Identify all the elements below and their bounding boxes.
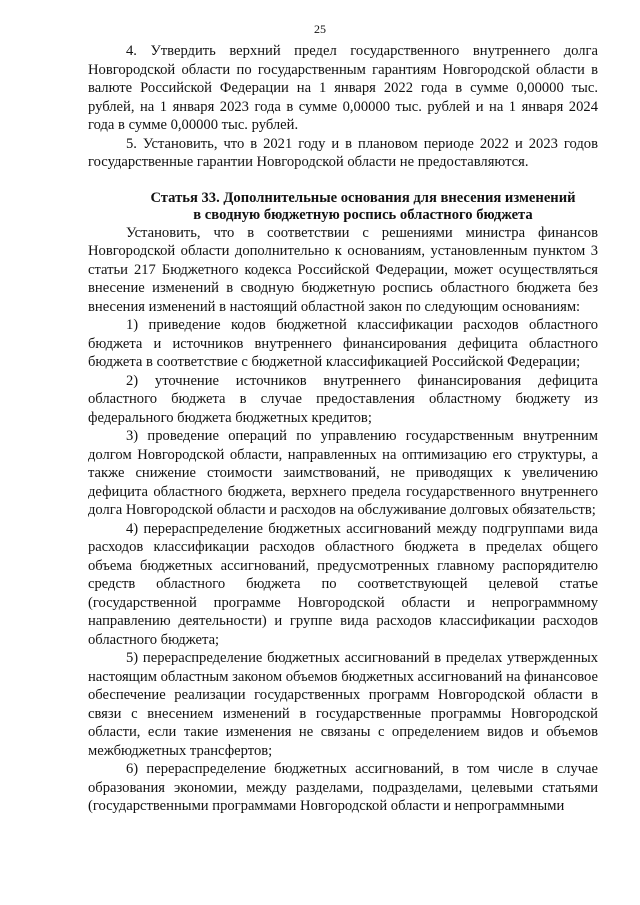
- article-item-6: 6) перераспределение бюджетных ассигнований, в том числе в случае образования экономии, между разделами, подразделами, целевыми статьями (государственными программами Новгородской области и непрограммными: [88, 761, 598, 814]
- article-item-3: 3) проведение операций по управлению государственным внутренним долгом Новгородской области, направленных на оптимизацию его структуры, а также снижение стоимости заимствований, не приводящих к увеличению дефицита областного бюджета, верхнего предела государственного внутреннего долга Новгородской области и расходов на обслуживание долговых обязательств;: [88, 428, 598, 518]
- article-item-5: 5) перераспределение бюджетных ассигнований в пределах утвержденных настоящим областным законом объемов бюджетных ассигнований на финансовое обеспечение реализации государственных программ Новгородской области в связи с внесением изменений в государственные программы Новгородской области, если такие изменения не связаны с определением видов и объемов межбюджетных трансфертов;: [88, 650, 598, 759]
- spacer: [88, 172, 598, 190]
- article-heading-line1: Статья 33. Дополнительные основания для внесения изменений: [150, 189, 576, 206]
- page-number: 25: [314, 22, 326, 36]
- article-item-2: 2) уточнение источников внутреннего финансирования дефицита областного бюджета в случае предоставления областному бюджету из федерального бюджета бюджетных кредитов;: [88, 372, 598, 426]
- paragraph-5: 5. Установить, что в 2021 году и в плановом периоде 2022 и 2023 годов государственные гарантии Новгородской области не предоставляются.: [88, 135, 598, 170]
- article-heading-line2: в сводную бюджетную роспись областного бюджета: [193, 206, 533, 223]
- article-item-4: 4) перераспределение бюджетных ассигнований между подгруппами вида расходов классификации расходов областного бюджета в пределах общего объема бюджетных ассигнований, предусмотренных главному распорядителю средств областного бюджета по соответствующей целевой статье (государственной программе Новгородской области и непрограммному направлению деятельности) и группе вида расходов классификации расходов областного бюджета;: [88, 520, 598, 648]
- article-heading: [88, 190, 598, 224]
- paragraph-4: 4. Утвердить верхний предел государственного внутреннего долга Новгородской области по государственным гарантиям Новгородской области в валюте Российской Федерации на 1 января 2022 года в сумме 0,00000 тыс. рублей, на 1 января 2023 года в сумме 0,00000 тыс. рублей и на 1 января 2024 года в сумме 0,00000 тыс. рублей.: [88, 43, 598, 133]
- article-intro: Установить, что в соответствии с решениями министра финансов Новгородской области дополнительно к основаниям, установленным пунктом 3 статьи 217 Бюджетного кодекса Российской Федерации, может осуществляться внесение изменений в сводную бюджетную роспись областного бюджета без внесения изменений в настоящий областной закон по следующим основаниям:: [88, 224, 598, 315]
- document-body: [88, 42, 598, 816]
- article-item-1: 1) приведение кодов бюджетной классификации расходов областного бюджета и источников внутреннего финансирования дефицита областного бюджета в соответствие с бюджетной классификацией Российской Федерации;: [88, 317, 598, 370]
